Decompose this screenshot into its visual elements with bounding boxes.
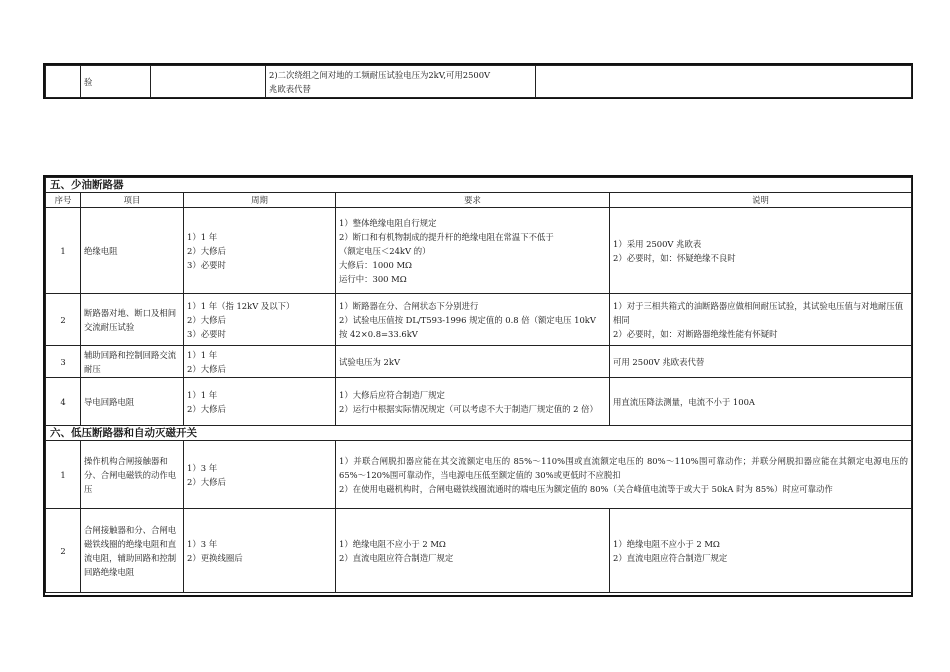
cell-no: [46, 66, 81, 98]
table-row: [46, 509, 912, 593]
table-row: [46, 378, 912, 426]
cell-period: 1）1 年（指 12kV 及以下） 2）大修后 3）必要时: [184, 294, 336, 346]
cell-requirement: 试验电压为 2kV: [336, 346, 610, 378]
cell-no: 2: [46, 509, 81, 593]
cell-item: 合闸接触器和分、合闸电磁铁线圈的绝缘电阻和直流电阻，辅助回路和控制回路绝缘电阻: [81, 509, 184, 593]
header-item: 项目: [81, 193, 184, 208]
cell-item: 断路器对地、断口及相间交流耐压试验: [81, 294, 184, 346]
header-note: 说明: [610, 193, 912, 208]
cell-no: 1: [46, 208, 81, 294]
cell-requirement: 2)二次绕组之间对地的工频耐压试验电压为2kV,可用2500V 兆欧表代替: [266, 66, 536, 98]
cell-note: 1）绝缘电阻不应小于 2 MΩ 2）直流电阻应符合制造厂规定: [610, 509, 912, 593]
main-table: [45, 177, 912, 593]
cell-item: 绝缘电阻: [81, 208, 184, 294]
cell-no: 3: [46, 346, 81, 378]
section-title-row: [46, 178, 912, 193]
cell-item: 验: [81, 66, 151, 98]
cell-note: 1）采用 2500V 兆欧表 2）必要时，如：怀疑绝缘不良时: [610, 208, 912, 294]
top-table: [45, 65, 912, 98]
table-row: [46, 441, 912, 509]
cell-requirement: 1）断路器在分、合闸状态下分别进行 2）试验电压值按 DL/T593-1996 规定值的 0.8 倍（额定电压 10kV 按 42×0.8=33.6kV: [336, 294, 610, 346]
cell-period: 1）3 年 2）更换线圈后: [184, 509, 336, 593]
cell-period: 1）1 年 2）大修后 3）必要时: [184, 208, 336, 294]
cell-requirement: 1）大修后应符合制造厂规定 2）运行中根据实际情况规定（可以考虑不大于制造厂规定值的 2 倍）: [336, 378, 610, 426]
table-row: [46, 294, 912, 346]
cell-requirement: 1）整体绝缘电阻自行规定 2）断口和有机物制成的提升杆的绝缘电阻在常温下不低于 （额定电压＜24kV 的） 大修后：1000 MΩ 运行中：300 MΩ: [336, 208, 610, 294]
cell-no: 2: [46, 294, 81, 346]
cell-period: 1）3 年 2）大修后: [184, 441, 336, 509]
header-requirement: 要求: [336, 193, 610, 208]
section-title-row: [46, 426, 912, 441]
cell-note: 1）对于三相共箱式的油断路器应做相间耐压试验，其试验电压值与对地耐压值相同 2）必要时，如：对断路器绝缘性能有怀疑时: [610, 294, 912, 346]
cell-item: 操作机构合闸接触器和分、合闸电磁铁的动作电压: [81, 441, 184, 509]
cell-item: 辅助回路和控制回路交流耐压: [81, 346, 184, 378]
cell-requirement: 1）并联合闸脱扣器应能在其交流额定电压的 85%～110%围或直流额定电压的 80%～110%围可靠动作；并联分闸脱扣器应能在其额定电源电压的 65%～120%围可靠动作，当电源电压低至额定值的 30%或更低时不应脱扣 2）在使用电磁机构时，合闸电磁铁线圈流通时的端电压为额定值的 80%（关合峰值电流等于或大于 50kA 时为 85%）时应可靠动作: [336, 441, 912, 509]
cell-period: [151, 66, 266, 98]
table-row: [46, 66, 912, 98]
header-period: 周期: [184, 193, 336, 208]
table-row: [46, 346, 912, 378]
section-title: 六、低压断路器和自动灭磁开关: [46, 426, 912, 441]
cell-item: 导电回路电阻: [81, 378, 184, 426]
cell-note: [536, 66, 912, 98]
cell-no: 4: [46, 378, 81, 426]
cell-requirement: 1）绝缘电阻不应小于 2 MΩ 2）直流电阻应符合制造厂规定: [336, 509, 610, 593]
cell-note: 用直流压降法测量，电流不小于 100A: [610, 378, 912, 426]
cell-period: 1）1 年 2）大修后: [184, 346, 336, 378]
cell-period: 1）1 年 2）大修后: [184, 378, 336, 426]
cell-no: 1: [46, 441, 81, 509]
table-row: [46, 208, 912, 294]
cell-note: 可用 2500V 兆欧表代替: [610, 346, 912, 378]
header-row: [46, 193, 912, 208]
section-title: 五、少油断路器: [46, 178, 912, 193]
header-no: 序号: [46, 193, 81, 208]
